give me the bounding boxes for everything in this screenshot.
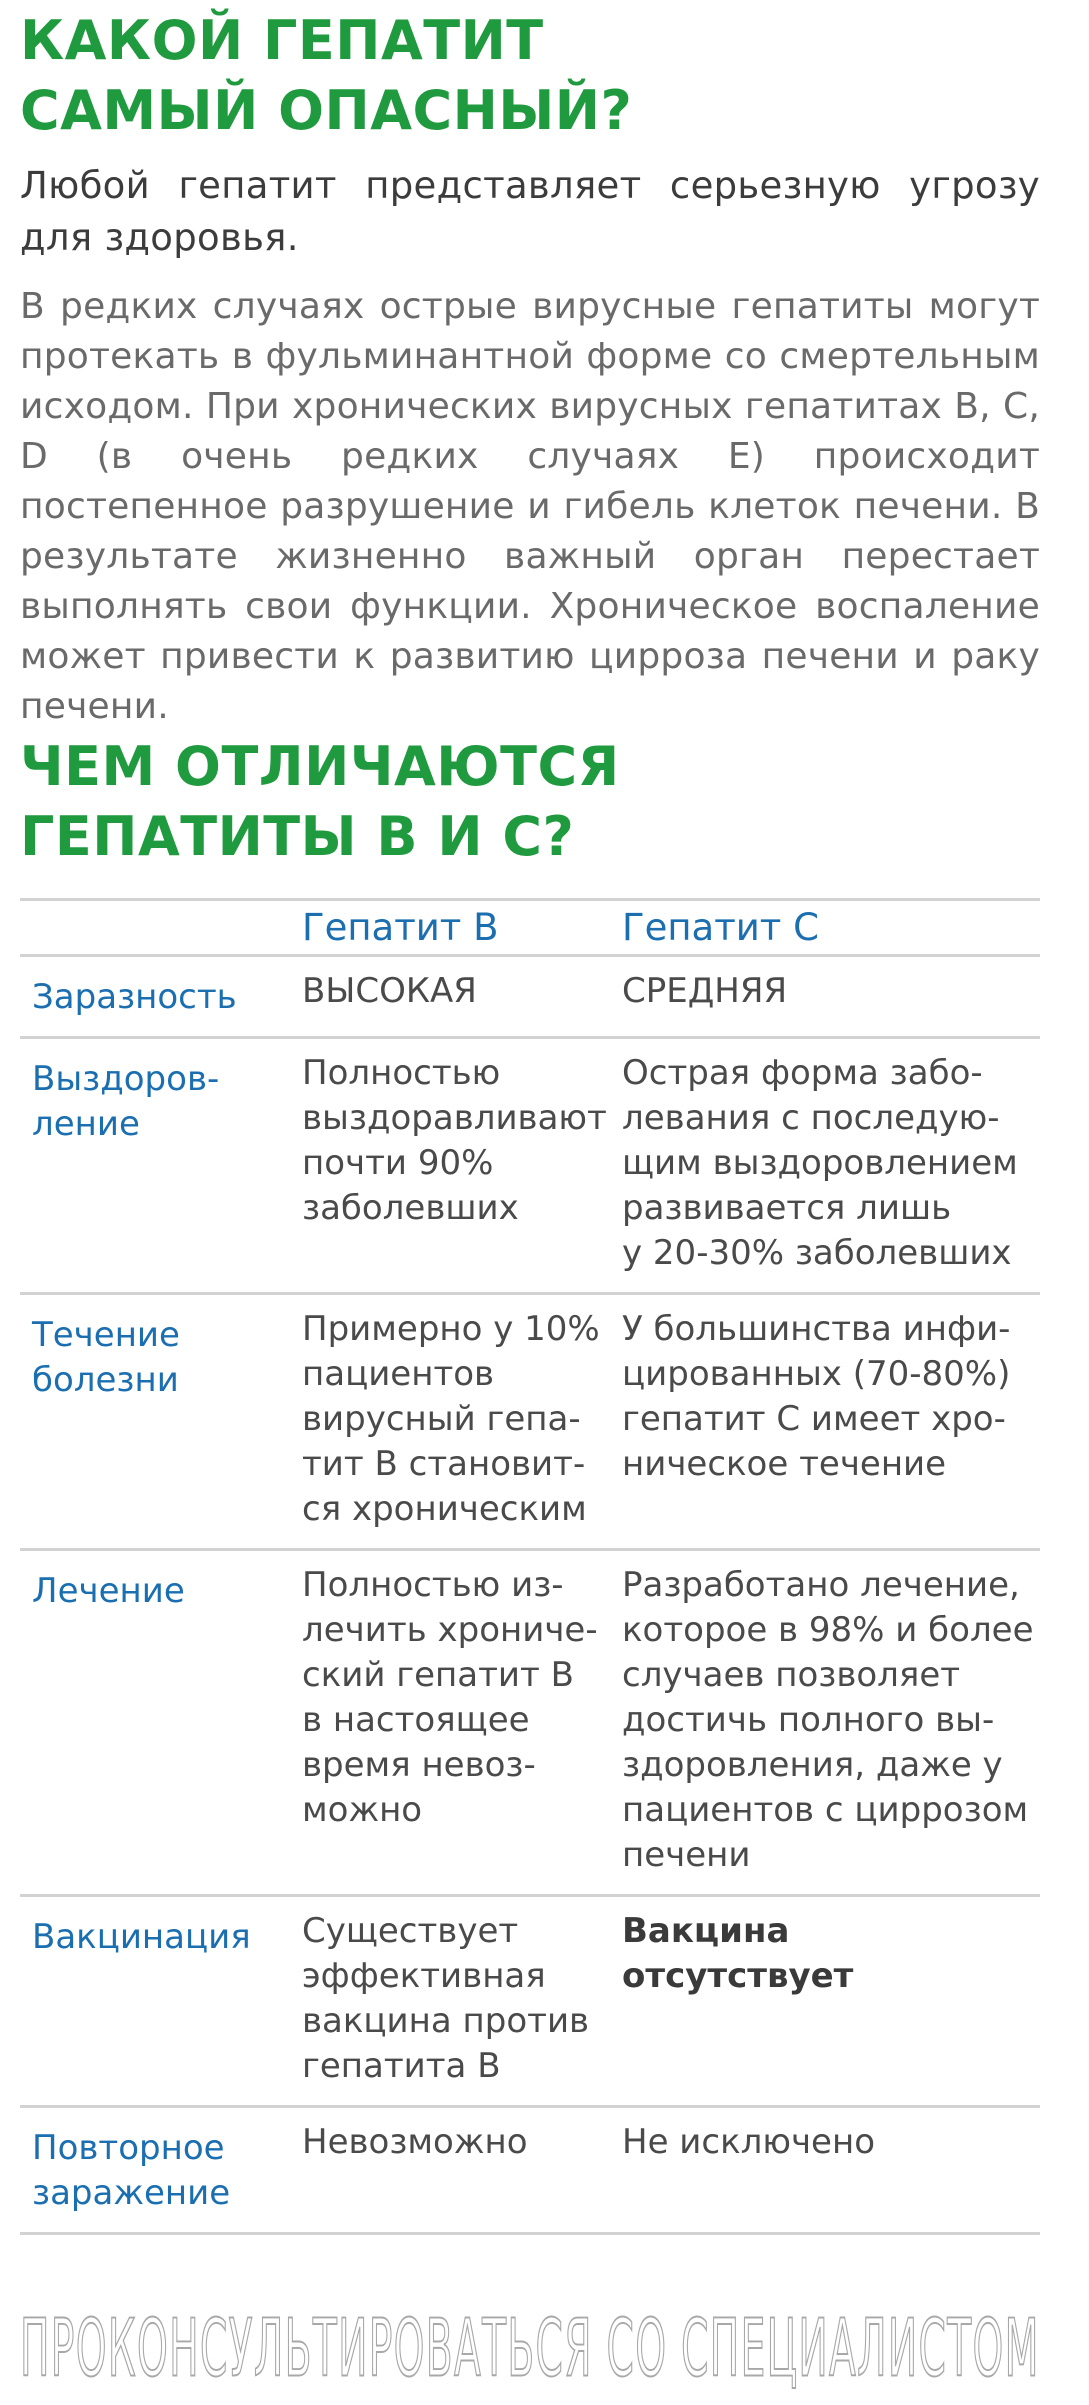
consult-specialist-button[interactable]: ПРОКОНСУЛЬТИРОВАТЬСЯ СО СПЕЦИАЛИСТОМ <box>20 2301 1040 2395</box>
title-line: САМЫЙ ОПАСНЫЙ? <box>20 79 633 142</box>
hepatitis-b-value: Существует эффективная вакцина против гепатита В <box>302 1896 622 2107</box>
hepatitis-b-value: Невозможно <box>302 2107 622 2234</box>
comparison-table <box>20 898 1040 2235</box>
hepatitis-c-value: Острая форма забо- левания с последую- щим выздоровлением развивается лишь у 20-30% заболевших <box>622 1038 1040 1294</box>
table-body <box>20 956 1040 2234</box>
row-label: Лечение <box>20 1550 302 1896</box>
hepatitis-c-value: У большинства инфи- цированных (70-80%) гепатит С имеет хро- ническое течение <box>622 1294 1040 1550</box>
table-row-contagiousness <box>20 956 1040 1038</box>
title-line: КАКОЙ ГЕПАТИТ <box>20 9 544 72</box>
hepatitis-b-value: Полностью выздоравливают почти 90% заболевших <box>302 1038 622 1294</box>
section-title-difference <box>20 732 1040 872</box>
row-label: Выздоров- ление <box>20 1038 302 1294</box>
table-row-treatment <box>20 1550 1040 1896</box>
hepatitis-b-value: Полностью из- лечить хрониче- ский гепатит В в настоящее время невоз- можно <box>302 1550 622 1896</box>
table-row-disease-course <box>20 1294 1040 1550</box>
header-empty <box>20 900 302 956</box>
body-paragraph: В редких случаях острые вирусные гепатиты могут протекать в фульминантной форме со смертельным исходом. При хронических вирусных гепатитах B, C, D (в очень редких случаях E) происходит постепенное разрушение и гибель клеток печени. В результате жизненно важный орган перестает выполнять свои функции. Хроническое воспаление может привести к развитию цирроза печени и раку печени. <box>20 286 1040 727</box>
lead-paragraph: Любой гепатит представляет серьезную угрозу для здоровья. <box>20 164 1040 259</box>
title-line: ЧЕМ ОТЛИЧАЮТСЯ <box>20 735 620 798</box>
table-row-vaccination <box>20 1896 1040 2107</box>
header-hepatitis-c: Гепатит С <box>622 900 1040 956</box>
row-label: Повторное заражение <box>20 2107 302 2234</box>
hepatitis-c-value: Не исключено <box>622 2107 1040 2234</box>
table-row-recovery <box>20 1038 1040 1294</box>
title-line: ГЕПАТИТЫ В И С? <box>20 805 575 868</box>
table-row-reinfection <box>20 2107 1040 2234</box>
header-hepatitis-b: Гепатит В <box>302 900 622 956</box>
hepatitis-c-value: Разработано лечение, которое в 98% и более случаев позволяет достичь полного вы- здоровления, даже у пациентов с циррозом печени <box>622 1550 1040 1896</box>
section-title-dangerous <box>20 0 1040 146</box>
hepatitis-b-value: ВЫСОКАЯ <box>302 956 622 1038</box>
hepatitis-b-value: Примерно у 10% пациентов вирусный гепа- тит В становит- ся хроническим <box>302 1294 622 1550</box>
row-label: Заразность <box>20 956 302 1038</box>
row-label: Вакцинация <box>20 1896 302 2107</box>
table-header-row <box>20 900 1040 956</box>
hepatitis-c-value: Вакцина отсутствует <box>622 1896 1040 2107</box>
article <box>20 0 1040 2235</box>
row-label: Течение болезни <box>20 1294 302 1550</box>
hepatitis-c-value: СРЕДНЯЯ <box>622 956 1040 1038</box>
